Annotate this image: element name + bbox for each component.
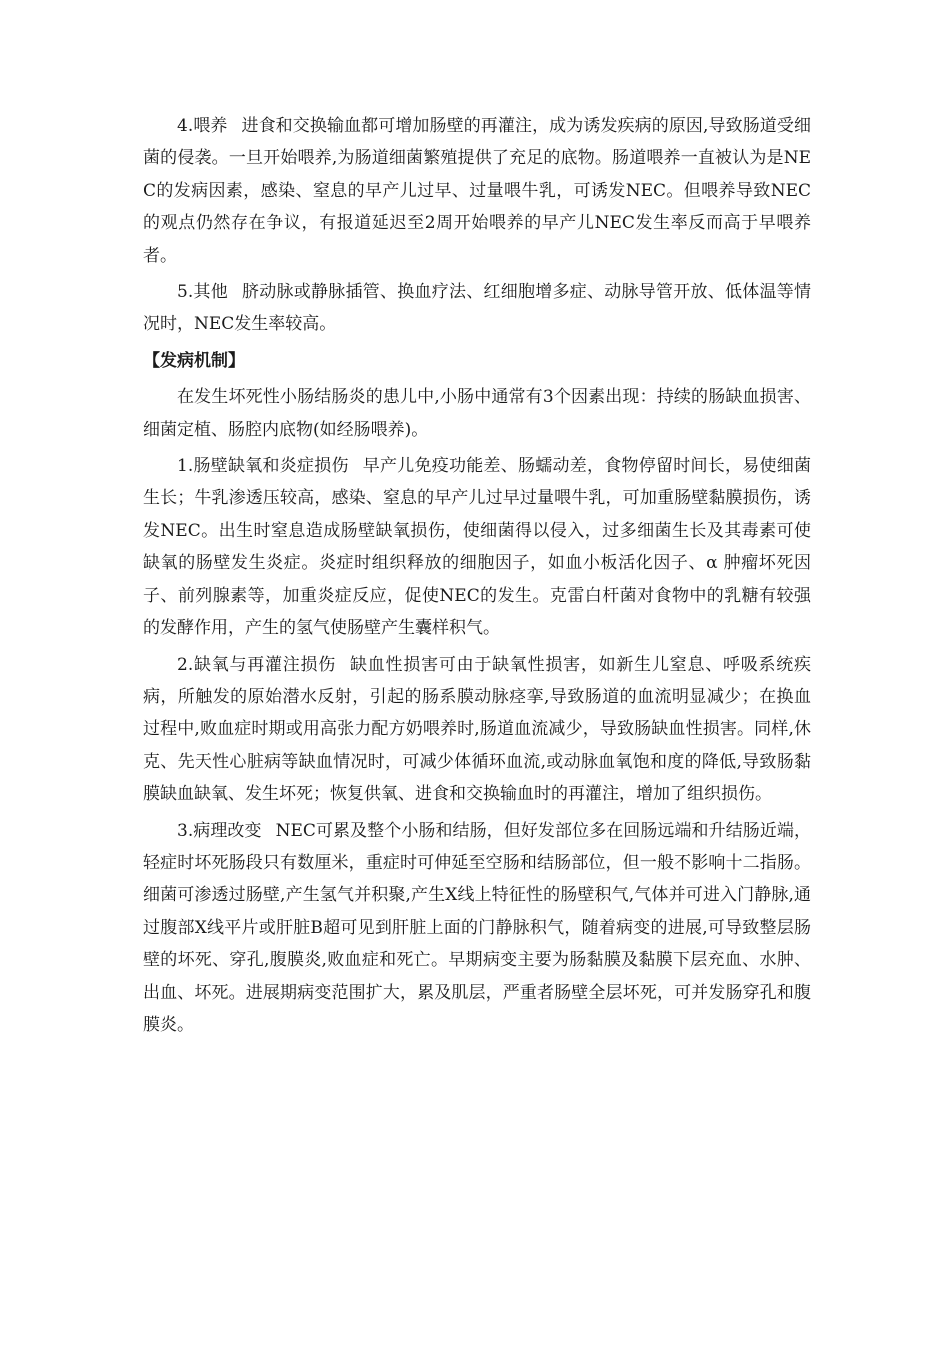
paragraph-lead: 4.喂养 [177,116,228,136]
paragraph-lead: 2.缺氧与再灌注损伤 [177,654,337,675]
document-page [143,110,811,1045]
paragraph-mechanism-1 [143,450,811,644]
paragraph-mechanism-2 [143,649,811,811]
paragraph-lead: 1.肠壁缺氧和炎症损伤 [177,456,349,477]
paragraph-mechanism-3 [143,815,811,1042]
section-heading: 【发病机制】 [143,350,245,371]
paragraph-body: 进食和交换输血都可增加肠壁的再灌注，成为诱发疾病的原因,导致肠道受细菌的侵袭。一旦开始喂养,为肠道细菌繁殖提供了充足的底物。肠道喂养一直被认为是NEC的发病因素，感染、窒息的早产儿过早、过量喂牛乳，可诱发NEC。但喂养导致NEC的观点仍然存在争议，有报道延迟至2周开始喂养的早产儿NEC发生率反而高于早喂养者。 [143,116,811,266]
paragraph-lead: 5.其他 [177,282,228,303]
paragraph-other [143,276,811,341]
paragraph-body: 缺血性损害可由于缺氧性损害，如新生儿窒息、呼吸系统疾病，所触发的原始潜水反射，引起的肠系膜动脉痉挛,导致肠道的血流明显减少；在换血过程中,败血症时期或用高张力配方奶喂养时,肠道血流减少，导致肠缺血性损害。同样,休克、先天性心脏病等缺血情况时，可减少体循环血流,或动脉血氧饱和度的降低,导致肠黏膜缺血缺氧、发生坏死；恢复供氧、进食和交换输血时的再灌注，增加了组织损伤。 [143,654,811,805]
paragraph-lead: 3.病理改变 [177,820,262,841]
paragraph-body: NEC可累及整个小肠和结肠，但好发部位多在回肠远端和升结肠近端，轻症时坏死肠段只有数厘米，重症时可伸延至空肠和结肠部位，但一般不影响十二指肠。细菌可渗透过肠壁,产生氢气并积聚,产生X线上特征性的肠壁积气,气体并可进入门静脉,通过腹部X线平片或肝脏B超可见到肝脏上面的门静脉积气，随着病变的进展,可导致整层肠壁的坏死、穿孔,腹膜炎,败血症和死亡。早期病变主要为肠黏膜及黏膜下层充血、水肿、出血、坏死。进展期病变范围扩大，累及肌层，严重者肠壁全层坏死，可并发肠穿孔和腹膜炎。 [143,820,811,1035]
paragraph-body: 早产儿免疫功能差、肠蠕动差，食物停留时间长，易使细菌生长；牛乳渗透压较高，感染、窒息的早产儿过早过量喂牛乳，可加重肠壁黏膜损伤，诱发NEC。出生时窒息造成肠壁缺氧损伤，使细菌得以侵入，过多细菌生长及其毒素可使缺氧的肠壁发生炎症。炎症时组织释放的细胞因子，如血小板活化因子、α 肿瘤坏死因子、前列腺素等，加重炎症反应，促使NEC的发生。克雷白杆菌对食物中的乳糖有较强的发酵作用，产生的氢气使肠壁产生囊样积气。 [143,456,811,639]
paragraph-mechanism-intro: 在发生坏死性小肠结肠炎的患儿中,小肠中通常有3个因素出现：持续的肠缺血损害、细菌定植、肠腔内底物(如经肠喂养)。 [143,387,811,440]
paragraph-feeding [143,110,811,272]
paragraph-body: 脐动脉或静脉插管、换血疗法、红细胞增多症、动脉导管开放、低体温等情况时，NEC发生率较高。 [143,282,811,335]
